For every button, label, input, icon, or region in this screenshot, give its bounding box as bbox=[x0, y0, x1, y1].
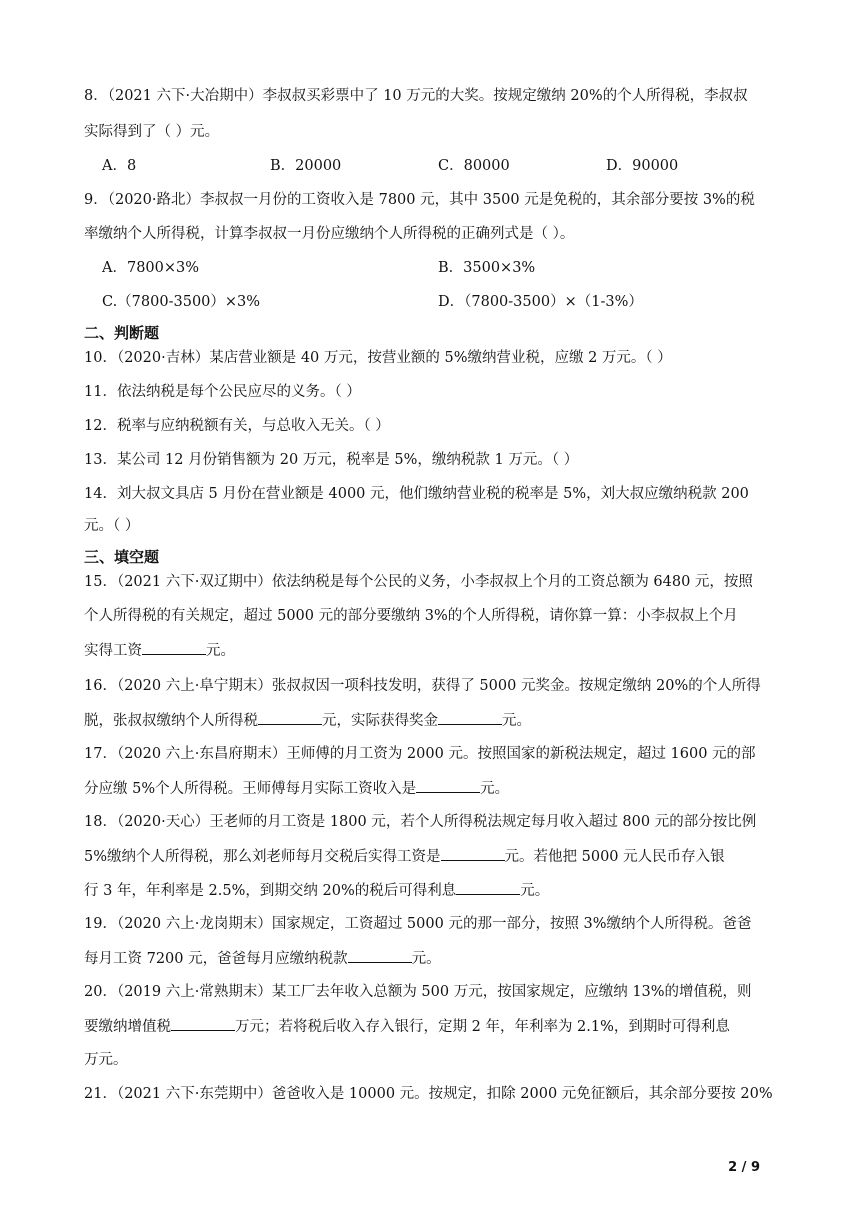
q17-line-2 bbox=[84, 778, 509, 799]
q14-line-1: 14．刘大叔文具店 5 月份在营业额是 4000 元，他们缴纳营业税的税率是 5%，刘大叔应缴纳税款 200 bbox=[84, 486, 749, 502]
q18-text-b: 元。若他把 5000 元人民币存入银 bbox=[504, 849, 725, 865]
answer-blank[interactable] bbox=[441, 846, 505, 861]
q15-text-a: 实得工资 bbox=[84, 643, 142, 659]
q18-text-d: 元。 bbox=[520, 883, 550, 899]
q9-option-d: D．（7800-3500）×（1-3%） bbox=[438, 294, 643, 310]
q18-text-a: 5%缴纳个人所得税，那么刘老师每月交税后实得工资是 bbox=[84, 849, 441, 865]
q16-text-b: 元，实际获得奖金 bbox=[322, 713, 438, 729]
answer-blank[interactable] bbox=[416, 778, 480, 793]
q19-text-a: 每月工资 7200 元，爸爸每月应缴纳税款 bbox=[84, 951, 348, 967]
q15-line-3 bbox=[84, 640, 235, 661]
answer-blank[interactable] bbox=[171, 1016, 235, 1031]
q8-option-b: B．20000 bbox=[270, 158, 342, 174]
q19-text-b: 元。 bbox=[411, 951, 441, 967]
q15-line-1: 15．（2021 六下·双辽期中）依法纳税是每个公民的义务，小李叔叔上个月的工资总额为 6480 元，按照 bbox=[84, 574, 753, 590]
q8-line-2: 实际得到了（ ）元。 bbox=[84, 124, 220, 140]
q9-option-b: B．3500×3% bbox=[438, 260, 536, 276]
q11: 11．依法纳税是每个公民应尽的义务。（ ） bbox=[84, 384, 361, 400]
answer-blank[interactable] bbox=[438, 710, 502, 725]
q9-line-2: 率缴纳个人所得税，计算李叔叔一月份应缴纳个人所得税的正确列式是（ ）。 bbox=[84, 226, 575, 242]
q10: 10．（2020·吉林）某店营业额是 40 万元，按营业额的 5%缴纳营业税，应缴 2 万元。（ ） bbox=[84, 350, 672, 366]
answer-blank[interactable] bbox=[456, 880, 520, 895]
q8-option-c: C．80000 bbox=[438, 158, 510, 174]
q15-line-2: 个人所得税的有关规定，超过 5000 元的部分要缴纳 3%的个人所得税，请你算一算：小李叔叔上个月 bbox=[84, 608, 738, 624]
q9-option-c: C.（7800-3500）×3% bbox=[102, 294, 261, 310]
q16-text-c: 元。 bbox=[502, 713, 531, 729]
q18-line-2 bbox=[84, 846, 725, 867]
section-heading-fill-blank: 三、填空题 bbox=[84, 548, 160, 566]
q18-line-3 bbox=[84, 880, 549, 901]
q18-text-c: 行 3 年，年利率是 2.5%，到期交纳 20%的税后可得利息 bbox=[84, 883, 457, 899]
answer-blank[interactable] bbox=[348, 948, 412, 963]
q13: 13．某公司 12 月份销售额为 20 万元，税率是 5%，缴纳税款 1 万元。（ ） bbox=[84, 452, 579, 468]
q19-line-1: 19．（2020 六上·龙岗期末）国家规定，工资超过 5000 元的那一部分，按照 3%缴纳个人所得税。爸爸 bbox=[84, 916, 752, 932]
q20-text-b: 万元；若将税后收入存入银行，定期 2 年，年利率为 2.1%，到期时可得利息 bbox=[235, 1019, 730, 1035]
q20-text-a: 要缴纳增值税 bbox=[84, 1019, 171, 1035]
q17-text-a: 分应缴 5%个人所得税。王师傅每月实际工资收入是 bbox=[84, 781, 417, 797]
q20-line-2 bbox=[84, 1016, 730, 1037]
q12: 12．税率与应纳税额有关，与总收入无关。（ ） bbox=[84, 418, 390, 434]
section-heading-judgment: 二、判断题 bbox=[84, 324, 160, 342]
q17-text-b: 元。 bbox=[480, 781, 510, 797]
q9-option-a: A．7800×3% bbox=[102, 260, 200, 276]
q8-option-a: A．8 bbox=[102, 158, 137, 174]
q18-line-1: 18．（2020·天心）王老师的月工资是 1800 元，若个人所得税法规定每月收入超过 800 元的部分按比例 bbox=[84, 814, 757, 830]
q20-line-1: 20．（2019 六上·常熟期末）某工厂去年收入总额为 500 万元，按国家规定，应缴纳 13%的增值税，则 bbox=[84, 984, 752, 1000]
page-number: 2 / 9 bbox=[728, 1160, 760, 1175]
q16-line-1: 16．（2020 六上·阜宁期末）张叔叔因一项科技发明，获得了 5000 元奖金。按规定缴纳 20%的个人所得 bbox=[84, 678, 761, 694]
q14-line-2: 元。（ ） bbox=[84, 518, 140, 534]
q8-line-1: 8．（2021 六下·大冶期中）李叔叔买彩票中了 10 万元的大奖。按规定缴纳 20%的个人所得税，李叔叔 bbox=[84, 88, 748, 104]
answer-blank[interactable] bbox=[258, 710, 322, 725]
q21-line-1: 21．（2021 六下·东莞期中）爸爸收入是 10000 元。按规定，扣除 2000 元免征额后，其余部分要按 20% bbox=[84, 1086, 773, 1102]
q17-line-1: 17．（2020 六上·东昌府期末）王师傅的月工资为 2000 元。按照国家的新税法规定，超过 1600 元的部 bbox=[84, 746, 756, 762]
q19-line-2 bbox=[84, 948, 441, 969]
q16-line-2 bbox=[84, 710, 531, 731]
answer-blank[interactable] bbox=[142, 640, 206, 655]
q16-text-a: 脱，张叔叔缴纳个人所得税 bbox=[84, 713, 258, 729]
q20-line-3: 万元。 bbox=[84, 1052, 128, 1068]
q9-line-1: 9．（2020·路北）李叔叔一月份的工资收入是 7800 元，其中 3500 元是免税的，其余部分要按 3%的税 bbox=[84, 192, 755, 208]
q8-option-d: D．90000 bbox=[606, 158, 679, 174]
q15-text-b: 元。 bbox=[206, 643, 235, 659]
